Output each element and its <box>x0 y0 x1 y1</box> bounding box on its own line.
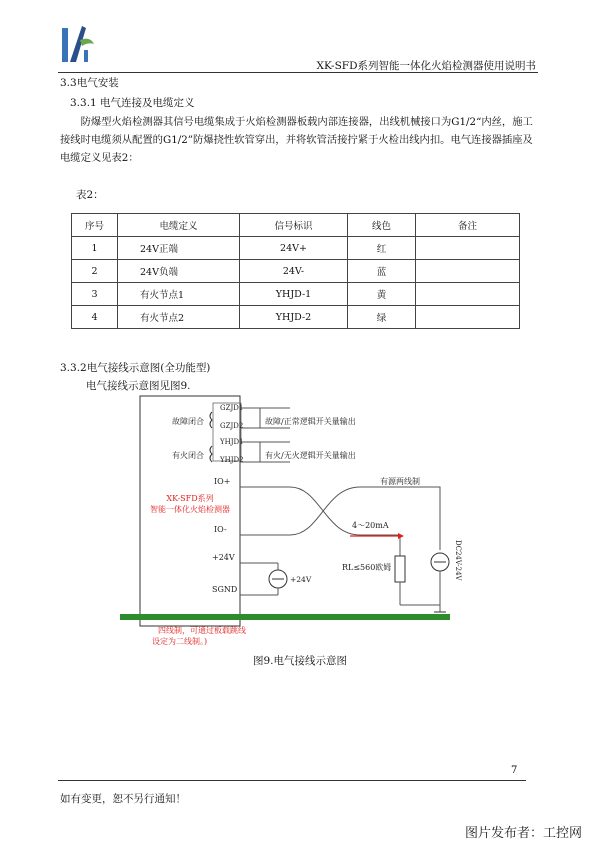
footer-note: 如有变更，恕不另行通知！ <box>60 793 186 805</box>
current-label: 4～20mA <box>352 521 389 530</box>
io-minus-wire <box>240 487 440 550</box>
note-line1: 四线制，可通过板载跳线 <box>158 626 246 635</box>
watermark: 图片发布者：工控网 <box>464 826 582 841</box>
table-cell: YHJD-2 <box>240 306 348 329</box>
fire-output-label: 有火/无火逻辑开关量输出 <box>265 451 356 460</box>
yhjd2-label: YHJD2 <box>220 456 244 464</box>
section2-intro: 电气接线示意图见图9. <box>86 380 191 392</box>
rl-label: RL≤560欧姆 <box>342 563 392 572</box>
table-cell: 2 <box>72 260 118 283</box>
table-label: 表2： <box>76 189 104 201</box>
io-minus-label: IO- <box>214 525 227 534</box>
fire-relay-contact <box>210 446 212 462</box>
ground-bar <box>120 614 450 620</box>
table-cell: 1 <box>72 237 118 260</box>
table-cell: 4 <box>72 306 118 329</box>
table-header-cell: 线色 <box>348 214 416 237</box>
table-cell: 24V+ <box>240 237 348 260</box>
table-header-cell: 序号 <box>72 214 118 237</box>
yhjd1-label: YHJD1 <box>220 438 244 446</box>
local-supply-label: +24V <box>290 575 312 584</box>
gzjd2-label: GZJD2 <box>220 422 244 430</box>
note-line2: 设定为二线制。) <box>152 637 208 646</box>
fault-output-label: 故障/正常逻辑开关量输出 <box>265 417 356 426</box>
section-paragraph: 防爆型火焰检测器其信号电缆集成于火焰检测器板载内部连接器，出线机械接口为G1/2“内丝，施工接线时电缆须从配置的G1/2”防爆挠性软管穿出，并将软管活接拧紧于火检出线内扣。电气连接器插座及电缆定义见表2： <box>60 116 533 164</box>
gzjd1-label: GZJD1 <box>220 404 244 412</box>
section-heading: 3.3电气安装 <box>60 77 119 89</box>
footer-rule <box>58 780 526 781</box>
device-name-line2: 智能一体化火焰检测器 <box>150 505 230 514</box>
table-cell: YHJD-1 <box>240 283 348 306</box>
table-header-cell: 电缆定义 <box>118 214 240 237</box>
page-number: 7 <box>511 765 518 776</box>
table-cell: 绿 <box>348 306 416 329</box>
load-resistor <box>395 556 405 582</box>
table-cell: 蓝 <box>348 260 416 283</box>
table-cell: 24V正端 <box>118 237 240 260</box>
io-plus-label: IO+ <box>214 477 231 486</box>
document-title: XK-SFD系列智能一体化火焰检测器使用说明书 <box>316 60 536 72</box>
fault-relay-label: 故障闭合 <box>172 417 204 426</box>
table-cell: 24V- <box>240 260 348 283</box>
table-cell: 黄 <box>348 283 416 306</box>
subsection-heading: 3.3.1 电气连接及电缆定义 <box>70 97 195 109</box>
sgnd-label: SGND <box>212 585 238 594</box>
v24-label: +24V <box>212 553 235 562</box>
fire-relay-label: 有火闭合 <box>172 451 204 460</box>
table-cell: 有火节点1 <box>118 283 240 306</box>
table-cell: 3 <box>72 283 118 306</box>
table-header-cell: 备注 <box>416 214 520 237</box>
table-header-cell: 信号标识 <box>240 214 348 237</box>
table-cell: 24V负端 <box>118 260 240 283</box>
section2-heading: 3.3.2电气接线示意图(全功能型) <box>60 362 211 374</box>
right-supply-label: DC24V-24V <box>454 540 462 581</box>
device-name-line1: XK-SFD系列 <box>166 494 214 503</box>
current-arrow-icon <box>398 533 404 539</box>
table-cell: 有火节点2 <box>118 306 240 329</box>
figure-caption: 图9.电气接线示意图 <box>252 655 348 667</box>
fault-relay-contact <box>210 412 212 428</box>
two-wire-label: 有源两线制 <box>380 477 420 486</box>
table-cell: 红 <box>348 237 416 260</box>
